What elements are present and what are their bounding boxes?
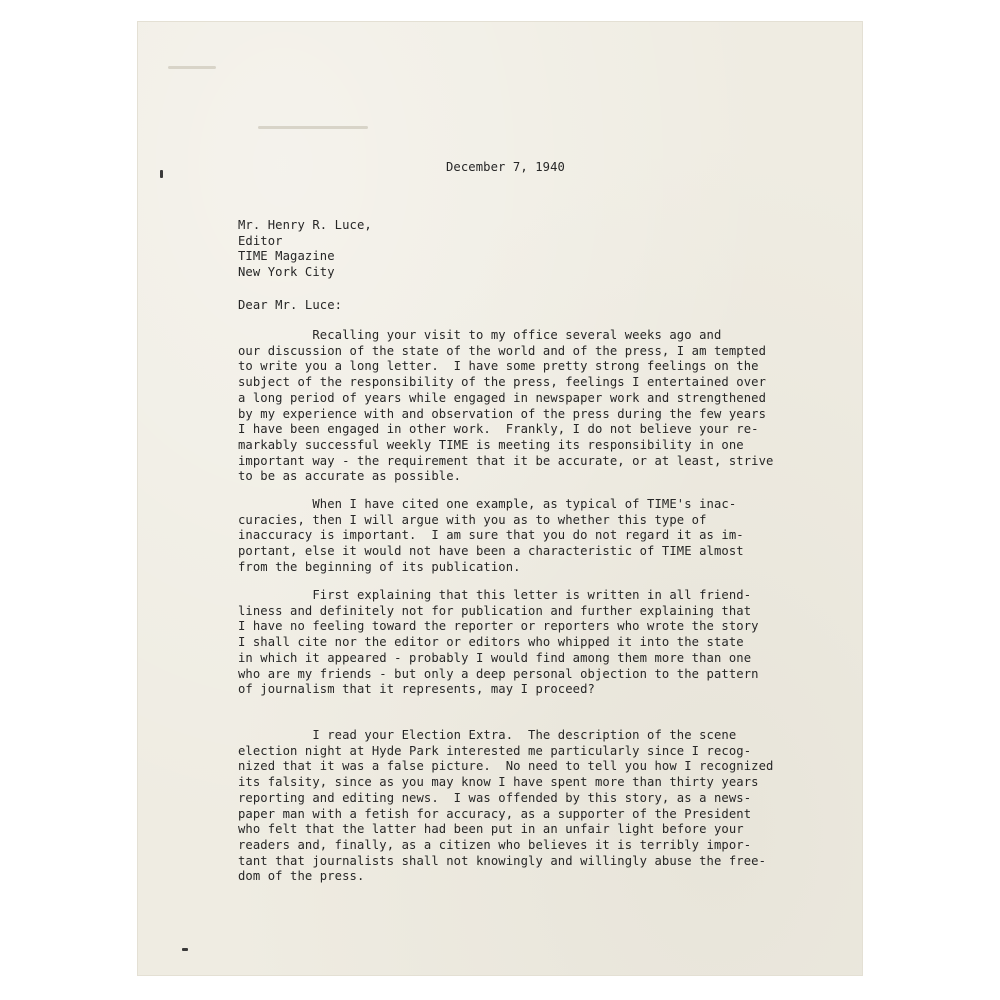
paragraph-line: inaccuracy is important. I am sure that you do not regard it as im- (238, 528, 744, 543)
paragraph-line: subject of the responsibility of the press, feelings I entertained over (238, 375, 767, 390)
paragraph-line: who felt that the latter had been put in an unfair light before your (238, 822, 744, 837)
paragraph-line: to write you a long letter. I have some pretty strong feelings on the (238, 359, 759, 374)
recipient-address (238, 218, 372, 280)
paragraph-line: nized that it was a false picture. No need to tell you how I recognized (238, 759, 774, 774)
paragraph-line: election night at Hyde Park interested me particularly since I recog- (238, 743, 752, 758)
paragraph (238, 328, 774, 485)
paragraph-line: When I have cited one example, as typical of TIME's inac- (238, 497, 737, 511)
letter-date: December 7, 1940 (446, 160, 565, 174)
recipient-publication: TIME Magazine (238, 249, 335, 263)
paragraph-line: Recalling your visit to my office several weeks ago and (238, 328, 722, 342)
paragraph-line: liness and definitely not for publication and further explaining that (238, 603, 752, 618)
paragraph-line: who are my friends - but only a deep personal objection to the pattern (238, 666, 759, 681)
paragraph-line: I have no feeling toward the reporter or reporters who wrote the story (238, 619, 759, 634)
paragraph-line: from the beginning of its publication. (238, 559, 521, 574)
paragraph-line: reporting and editing news. I was offended by this story, as a news- (238, 790, 752, 805)
paragraph-line: curacies, then I will argue with you as to whether this type of (238, 512, 707, 527)
paragraph (238, 728, 774, 885)
paragraph-line: of journalism that it represents, may I proceed? (238, 682, 595, 697)
letter-body (138, 22, 862, 975)
paragraph-line: readers and, finally, as a citizen who believes it is terribly impor- (238, 837, 752, 852)
paragraph (238, 497, 744, 576)
salutation: Dear Mr. Luce: (238, 298, 343, 312)
paragraph-line: I have been engaged in other work. Frankly, I do not believe your re- (238, 422, 759, 437)
paragraph-line: tant that journalists shall not knowingly and willingly abuse the free- (238, 853, 767, 868)
paragraph-line: to be as accurate as possible. (238, 469, 462, 484)
paragraph-line: dom of the press. (238, 869, 365, 884)
paragraph-line: I read your Election Extra. The description of the scene (238, 728, 737, 742)
paragraph (238, 588, 759, 698)
recipient-title: Editor (238, 233, 283, 248)
paragraph-line: a long period of years while engaged in newspaper work and strengthened (238, 390, 767, 405)
paragraph-line: I shall cite nor the editor or editors who whipped it into the state (238, 635, 744, 650)
paragraph-line: portant, else it would not have been a characteristic of TIME almost (238, 544, 744, 559)
paragraph-line: markably successful weekly TIME is meeting its responsibility in one (238, 437, 744, 452)
paragraph-line: our discussion of the state of the world and of the press, I am tempted (238, 343, 767, 358)
recipient-city: New York City (238, 264, 335, 279)
paragraph-line: by my experience with and observation of the press during the few years (238, 406, 767, 421)
paragraph-line: important way - the requirement that it be accurate, or at least, strive (238, 453, 774, 468)
paragraph-line: First explaining that this letter is written in all friend- (238, 588, 752, 602)
paragraph-line: its falsity, since as you may know I have spent more than thirty years (238, 775, 759, 790)
recipient-name: Mr. Henry R. Luce, (238, 218, 372, 232)
letter-page (138, 22, 862, 975)
paragraph-line: paper man with a fetish for accuracy, as a supporter of the President (238, 806, 752, 821)
paragraph-line: in which it appeared - probably I would find among them more than one (238, 650, 752, 665)
